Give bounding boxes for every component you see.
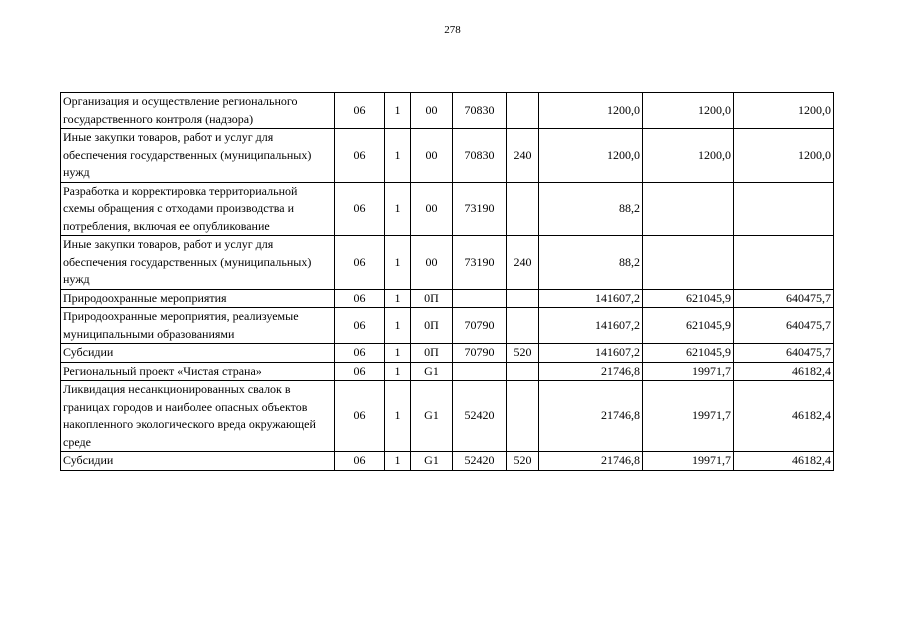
budget-table <box>60 92 834 471</box>
amount-year-3-cell: 640475,7 <box>734 308 834 344</box>
subsection-code-cell: 1 <box>385 129 411 183</box>
row-name-cell: Ликвидация несанкционированных свалок в границах городов и наиболее опасных объектов накопленного экологического вреда окружающей среде <box>61 381 335 452</box>
row-name-cell: Субсидии <box>61 452 335 471</box>
amount-year-2-cell: 1200,0 <box>643 93 734 129</box>
expense-type-cell: 520 <box>507 344 539 363</box>
table-row <box>61 308 834 344</box>
subsection-code-cell: 1 <box>385 362 411 381</box>
table-row <box>61 452 834 471</box>
direction-code-cell: 73190 <box>453 236 507 290</box>
section-code-cell: 06 <box>335 182 385 236</box>
table-row <box>61 93 834 129</box>
subsection-code-cell: 1 <box>385 381 411 452</box>
amount-year-1-cell: 141607,2 <box>539 344 643 363</box>
section-code-cell: 06 <box>335 362 385 381</box>
row-name-cell: Организация и осуществление регионального государственного контроля (надзора) <box>61 93 335 129</box>
amount-year-3-cell <box>734 236 834 290</box>
expense-type-cell <box>507 381 539 452</box>
direction-code-cell <box>453 362 507 381</box>
subprogram-code-cell: 00 <box>411 93 453 129</box>
amount-year-3-cell: 640475,7 <box>734 344 834 363</box>
subsection-code-cell: 1 <box>385 289 411 308</box>
expense-type-cell <box>507 308 539 344</box>
amount-year-2-cell: 1200,0 <box>643 129 734 183</box>
subprogram-code-cell: 0П <box>411 289 453 308</box>
direction-code-cell: 70790 <box>453 308 507 344</box>
direction-code-cell: 70830 <box>453 129 507 183</box>
subsection-code-cell: 1 <box>385 452 411 471</box>
amount-year-3-cell: 1200,0 <box>734 93 834 129</box>
amount-year-3-cell: 640475,7 <box>734 289 834 308</box>
table-row <box>61 362 834 381</box>
expense-type-cell: 240 <box>507 129 539 183</box>
table-row <box>61 182 834 236</box>
row-name-cell: Региональный проект «Чистая страна» <box>61 362 335 381</box>
subsection-code-cell: 1 <box>385 182 411 236</box>
direction-code-cell: 52420 <box>453 381 507 452</box>
row-name-cell: Иные закупки товаров, работ и услуг для обеспечения государственных (муниципальных) нужд <box>61 236 335 290</box>
expense-type-cell: 520 <box>507 452 539 471</box>
subprogram-code-cell: G1 <box>411 381 453 452</box>
section-code-cell: 06 <box>335 289 385 308</box>
row-name-cell: Природоохранные мероприятия <box>61 289 335 308</box>
table-row <box>61 236 834 290</box>
table-row <box>61 344 834 363</box>
direction-code-cell: 73190 <box>453 182 507 236</box>
row-name-cell: Субсидии <box>61 344 335 363</box>
amount-year-1-cell: 141607,2 <box>539 289 643 308</box>
amount-year-1-cell: 141607,2 <box>539 308 643 344</box>
subprogram-code-cell: 0П <box>411 308 453 344</box>
section-code-cell: 06 <box>335 93 385 129</box>
table-row <box>61 381 834 452</box>
section-code-cell: 06 <box>335 129 385 183</box>
direction-code-cell: 70830 <box>453 93 507 129</box>
table-row <box>61 289 834 308</box>
direction-code-cell: 70790 <box>453 344 507 363</box>
amount-year-1-cell: 21746,8 <box>539 362 643 381</box>
amount-year-3-cell <box>734 182 834 236</box>
amount-year-2-cell <box>643 182 734 236</box>
row-name-cell: Разработка и корректировка территориальной схемы обращения с отходами производства и потребления, включая ее опубликование <box>61 182 335 236</box>
page-number: 278 <box>444 24 461 36</box>
amount-year-2-cell: 19971,7 <box>643 362 734 381</box>
amount-year-1-cell: 88,2 <box>539 182 643 236</box>
subprogram-code-cell: 0П <box>411 344 453 363</box>
section-code-cell: 06 <box>335 452 385 471</box>
amount-year-2-cell: 19971,7 <box>643 381 734 452</box>
amount-year-3-cell: 46182,4 <box>734 362 834 381</box>
amount-year-2-cell: 19971,7 <box>643 452 734 471</box>
subsection-code-cell: 1 <box>385 308 411 344</box>
amount-year-1-cell: 88,2 <box>539 236 643 290</box>
amount-year-3-cell: 46182,4 <box>734 381 834 452</box>
row-name-cell: Природоохранные мероприятия, реализуемые муниципальными образованиями <box>61 308 335 344</box>
amount-year-2-cell <box>643 236 734 290</box>
subsection-code-cell: 1 <box>385 344 411 363</box>
section-code-cell: 06 <box>335 308 385 344</box>
subprogram-code-cell: 00 <box>411 236 453 290</box>
amount-year-1-cell: 21746,8 <box>539 381 643 452</box>
amount-year-1-cell: 1200,0 <box>539 129 643 183</box>
subsection-code-cell: 1 <box>385 93 411 129</box>
subprogram-code-cell: G1 <box>411 452 453 471</box>
subprogram-code-cell: 00 <box>411 182 453 236</box>
section-code-cell: 06 <box>335 344 385 363</box>
direction-code-cell: 52420 <box>453 452 507 471</box>
subsection-code-cell: 1 <box>385 236 411 290</box>
expense-type-cell <box>507 182 539 236</box>
expense-type-cell: 240 <box>507 236 539 290</box>
expense-type-cell <box>507 289 539 308</box>
amount-year-2-cell: 621045,9 <box>643 289 734 308</box>
amount-year-3-cell: 46182,4 <box>734 452 834 471</box>
section-code-cell: 06 <box>335 381 385 452</box>
amount-year-2-cell: 621045,9 <box>643 308 734 344</box>
subprogram-code-cell: 00 <box>411 129 453 183</box>
amount-year-2-cell: 621045,9 <box>643 344 734 363</box>
subprogram-code-cell: G1 <box>411 362 453 381</box>
table-row <box>61 129 834 183</box>
amount-year-1-cell: 21746,8 <box>539 452 643 471</box>
section-code-cell: 06 <box>335 236 385 290</box>
amount-year-1-cell: 1200,0 <box>539 93 643 129</box>
row-name-cell: Иные закупки товаров, работ и услуг для обеспечения государственных (муниципальных) нужд <box>61 129 335 183</box>
amount-year-3-cell: 1200,0 <box>734 129 834 183</box>
direction-code-cell <box>453 289 507 308</box>
expense-type-cell <box>507 93 539 129</box>
expense-type-cell <box>507 362 539 381</box>
